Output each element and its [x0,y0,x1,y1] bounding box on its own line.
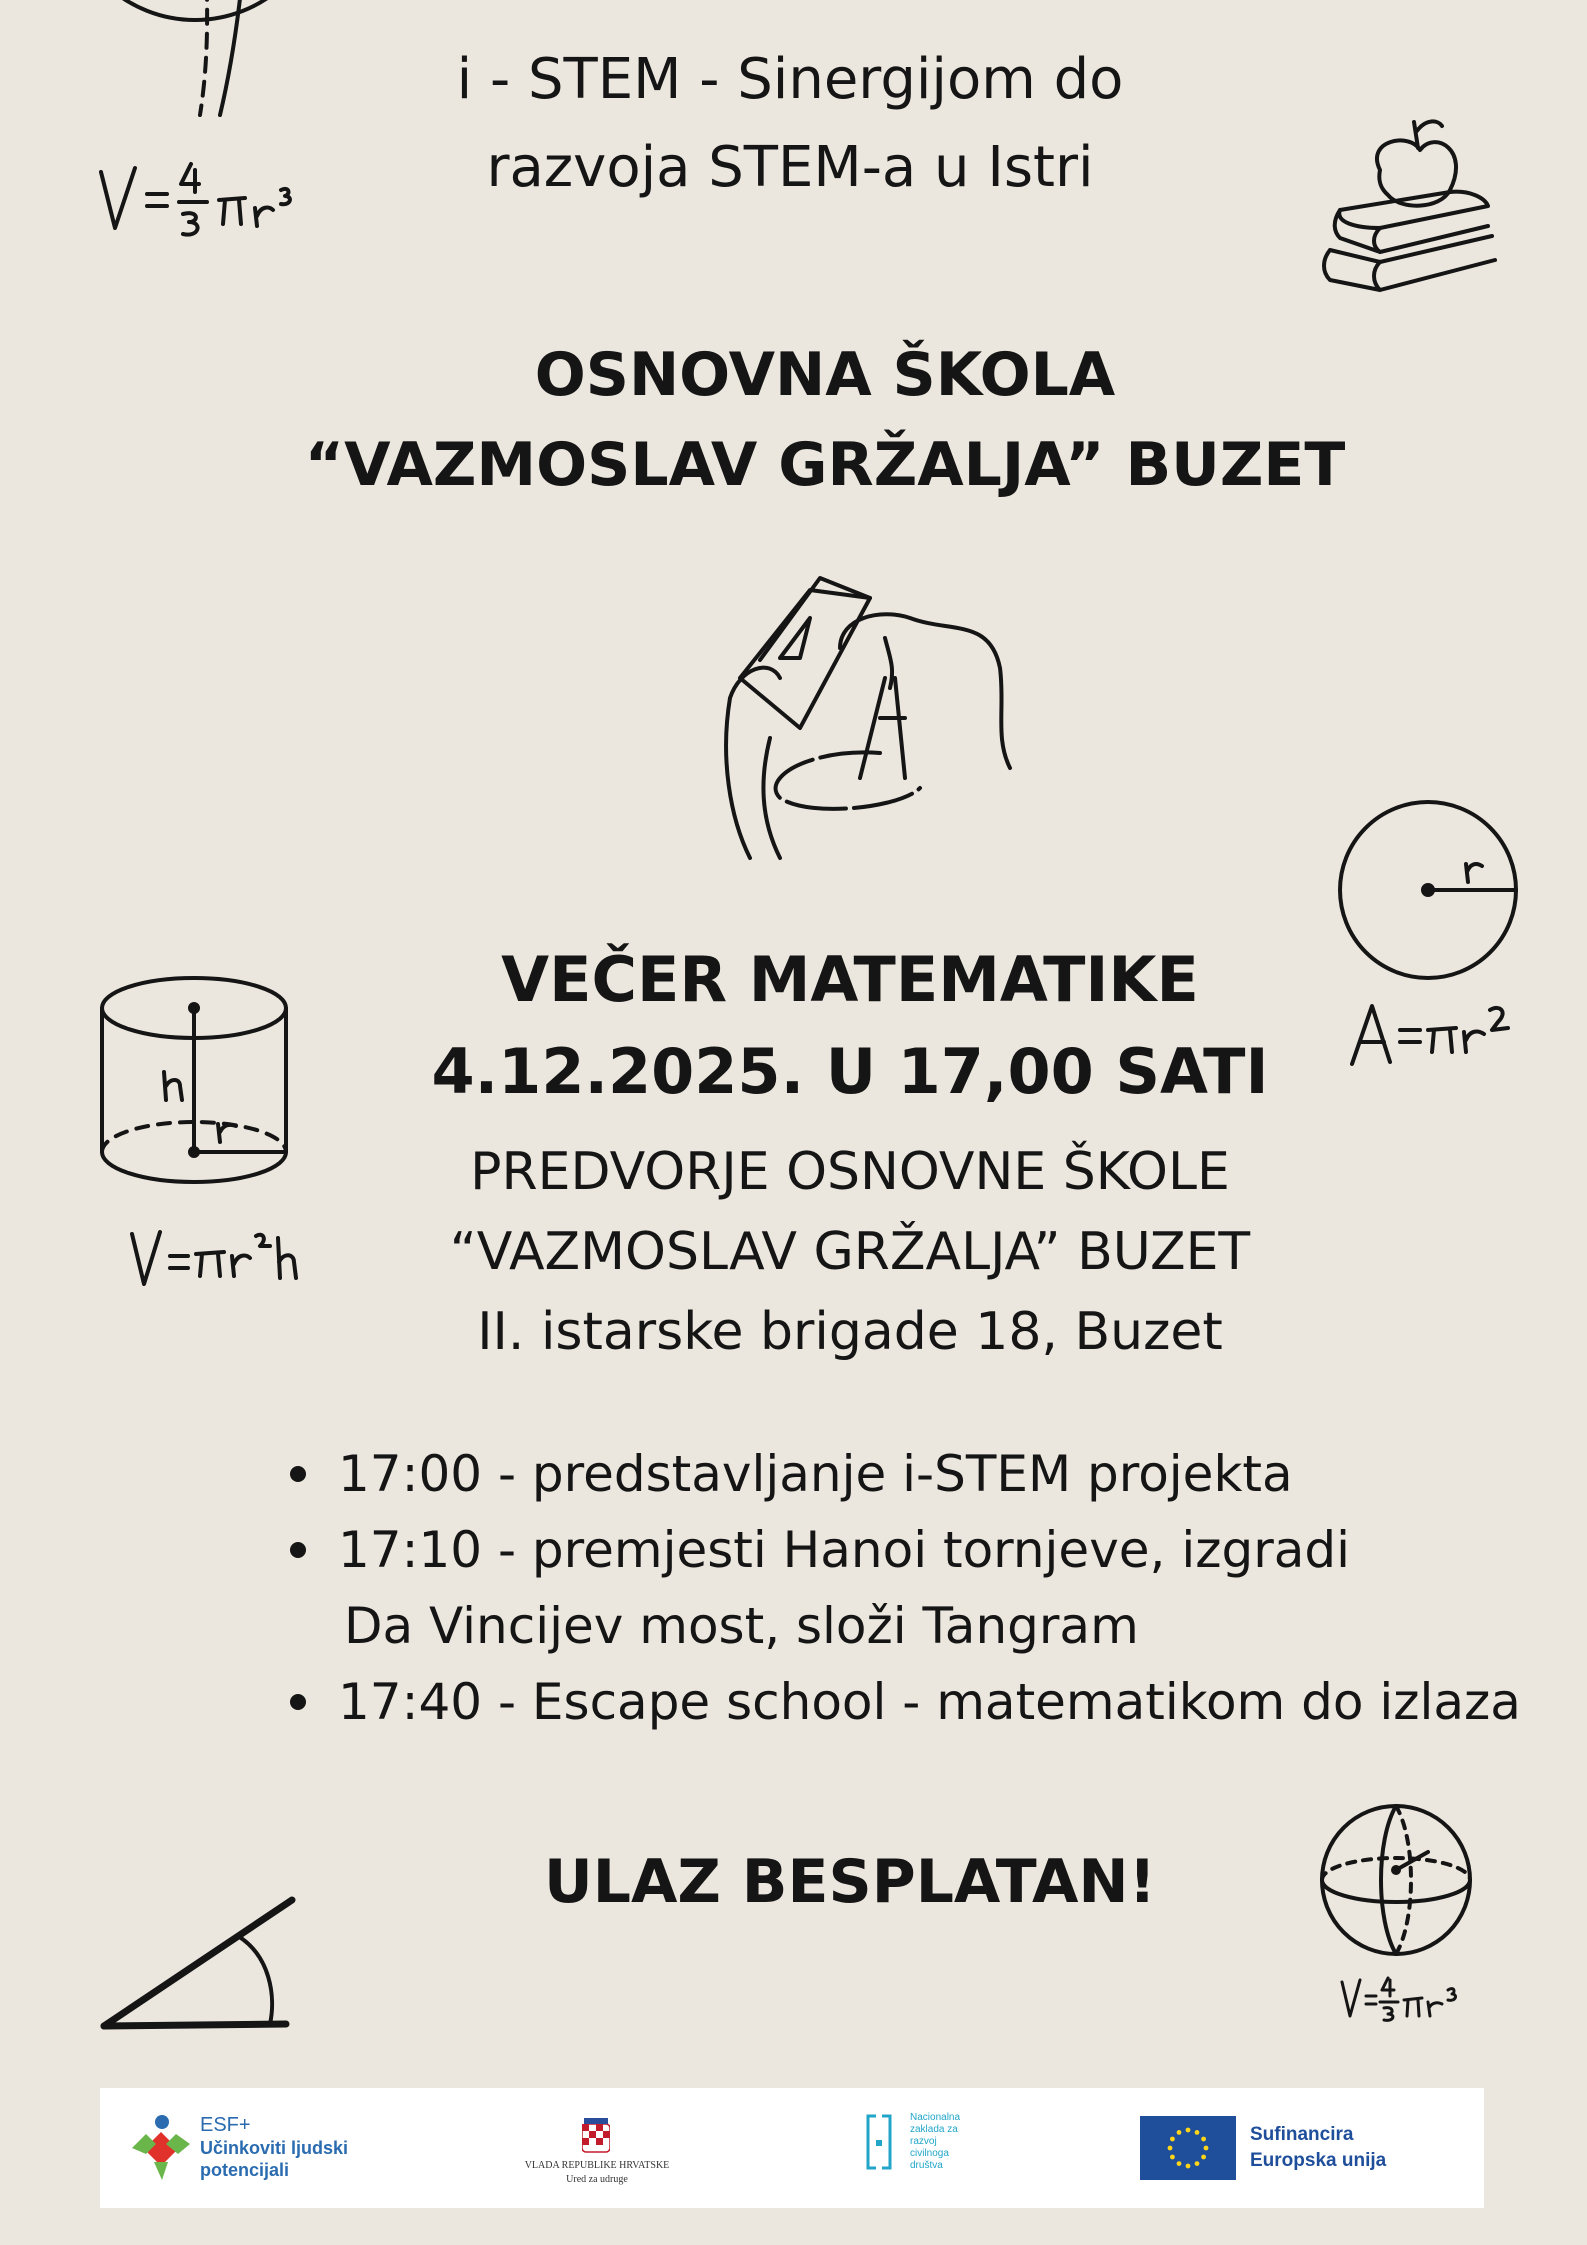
schedule-item-text: 17:00 - predstavljanje i-STEM projekta [338,1445,1293,1503]
esf-plus-label: ESF+ [200,2114,251,2136]
event-date-time: 4.12.2025. U 17,00 SATI [431,1035,1269,1108]
bullet-icon [290,1542,306,1558]
schedule-item [280,1512,1580,1664]
school-heading-line2: “VAZMOSLAV GRŽALJA” BUZET [304,430,1346,500]
project-title [380,36,1200,212]
schedule-item [280,1436,1580,1512]
venue-line2: “VAZMOSLAV GRŽALJA” BUZET [449,1222,1251,1282]
croatian-coat-of-arms-icon [582,2118,610,2154]
free-entry-note: ULAZ BESPLATAN! [544,1847,1156,1917]
project-title-line2: razvoja STEM-a u Istri [486,135,1094,200]
esf-name-line2: potencijali [200,2160,290,2180]
zaklada-line: zaklada za [910,2124,958,2135]
circle-radius-icon [1336,798,1520,982]
project-title-line1: i - STEM - Sinergijom do [456,47,1124,112]
zaklada-line: društva [910,2160,943,2171]
eu-cofinanced-label: Sufinancira [1250,2124,1354,2145]
zaklada-line: razvoj [910,2136,937,2147]
sphere-doodle-icon [50,0,340,120]
schedule-item-text: 17:40 - Escape school - matematikom do izlaza [338,1673,1521,1731]
cylinder-volume-formula [128,1226,298,1292]
sphere-bottom-volume-formula [1338,1972,1468,2024]
zaklada-name [910,2112,960,2172]
geometry-tools-icon [720,578,1020,868]
sphere-icon [1316,1800,1476,1960]
esf-logo-icon [126,2114,196,2184]
school-heading-line1: OSNOVNA ŠKOLA [534,340,1116,410]
eu-flag-icon [1140,2116,1236,2180]
venue-address: II. istarske brigade 18, Buzet [477,1302,1223,1362]
bullet-icon [290,1694,306,1710]
angle-icon [100,1896,300,2036]
schedule-list [280,1436,1580,1740]
circle-area-formula [1348,1000,1518,1070]
sponsor-bar [100,2088,1484,2208]
zaklada-line: Nacionalna [910,2112,961,2123]
esf-name-line1: Učinkoviti ljudski [200,2138,349,2158]
schedule-item-continuation: Da Vincijev most, složi Tangram [344,1597,1139,1655]
sphere-volume-formula [95,150,315,240]
school-heading [300,330,1350,510]
vlada-label: VLADA REPUBLIKE HRVATSKE [524,2160,670,2171]
zaklada-line: civilnoga [910,2148,949,2159]
venue-line1: PREDVORJE OSNOVNE ŠKOLE [470,1142,1230,1202]
eu-union-label: Europska unija [1250,2150,1387,2171]
schedule-item [280,1664,1580,1740]
books-apple-icon [1310,110,1510,300]
cylinder-icon [96,974,296,1204]
schedule-item-text: 17:10 - premjesti Hanoi tornjeve, izgradi [338,1521,1351,1579]
event-name: VEČER MATEMATIKE [501,943,1199,1016]
bullet-icon [290,1466,306,1482]
zaklada-logo-icon [864,2112,894,2172]
event-venue [330,1132,1370,1372]
vlada-office-label: Ured za udruge [566,2174,628,2185]
